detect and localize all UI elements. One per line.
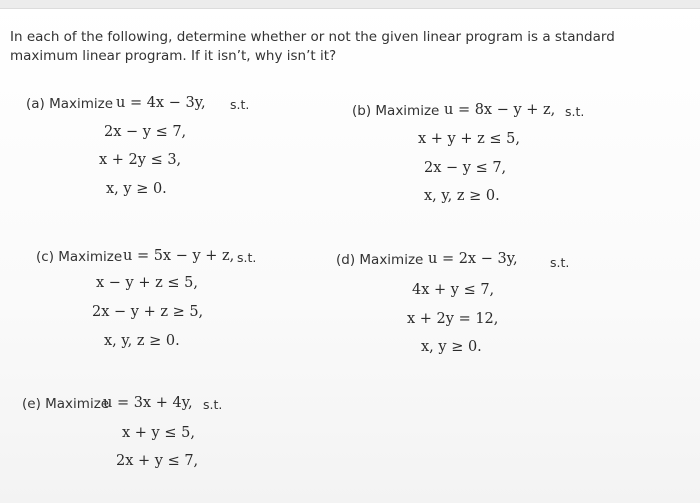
problem-c-st: s.t. bbox=[237, 250, 257, 265]
problem-b-constraint-3: x, y, z ≥ 0. bbox=[424, 188, 500, 204]
problem-a-objective: u = 4x − 3y, bbox=[116, 95, 206, 111]
problem-a-constraint-2: x + 2y ≤ 3, bbox=[99, 152, 182, 168]
problem-d-constraint-1: 4x + y ≤ 7, bbox=[412, 282, 495, 298]
instructions-text: In each of the following, determine whether or not the given linear program is a standard maximum linear program. If it isn’t, why isn’t it? bbox=[10, 29, 615, 64]
problem-d-objective: u = 2x − 3y, bbox=[428, 251, 518, 267]
problem-b-constraint-2: 2x − y ≤ 7, bbox=[424, 160, 507, 176]
problem-a-st: s.t. bbox=[230, 97, 250, 112]
problem-c-constraint-3: x, y, z ≥ 0. bbox=[104, 333, 180, 349]
problem-c-constraint-1: x − y + z ≤ 5, bbox=[96, 275, 198, 291]
top-edge bbox=[0, 0, 700, 9]
problem-a-constraint-3: x, y ≥ 0. bbox=[106, 181, 167, 197]
problem-c-objective: u = 5x − y + z, bbox=[123, 248, 235, 264]
problem-b-label: (b) Maximize bbox=[352, 103, 440, 119]
problem-a-label: (a) Maximize bbox=[26, 96, 114, 112]
problem-d-constraint-3: x, y ≥ 0. bbox=[421, 339, 482, 355]
problem-d-st: s.t. bbox=[550, 255, 570, 270]
problem-e-constraint-1: x + y ≤ 5, bbox=[122, 425, 195, 441]
problem-d-constraint-2: x + 2y = 12, bbox=[407, 311, 499, 327]
problem-c-label: (c) Maximize bbox=[36, 249, 123, 265]
problem-e-label: (e) Maximize bbox=[22, 396, 110, 412]
problem-e-objective: u = 3x + 4y, bbox=[103, 395, 193, 411]
problem-c-constraint-2: 2x − y + z ≥ 5, bbox=[92, 304, 204, 320]
problem-b-objective: u = 8x − y + z, bbox=[444, 102, 556, 118]
problem-d-label: (d) Maximize bbox=[336, 252, 424, 268]
problem-b-constraint-1: x + y + z ≤ 5, bbox=[418, 131, 520, 147]
problem-a-constraint-1: 2x − y ≤ 7, bbox=[104, 124, 187, 140]
problem-e-constraint-2: 2x + y ≤ 7, bbox=[116, 453, 199, 469]
problem-e-st: s.t. bbox=[203, 397, 223, 412]
problem-b-st: s.t. bbox=[565, 104, 585, 119]
